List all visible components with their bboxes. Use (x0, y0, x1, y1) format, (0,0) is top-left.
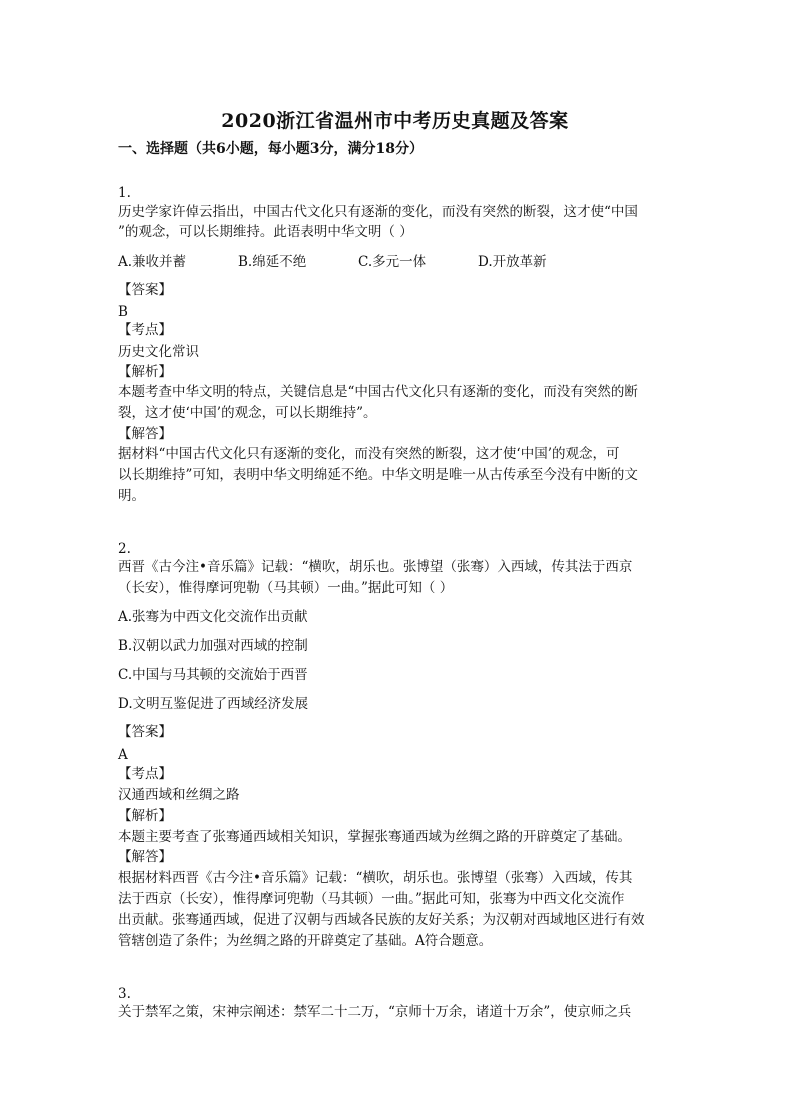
question-stem-line: 关于禁军之策，宋神宗阐述：禁军二十二万，“京师十万余，诸道十万余”，使京师之兵 (118, 1004, 632, 1020)
option-a: A.兼收并蓄 (118, 254, 187, 270)
solution-heading: 【解答】 (118, 849, 172, 865)
analysis-line: 本题主要考查了张骞通西域相关知识，掌握张骞通西域为丝绸之路的开辟奠定了基础。 (118, 829, 631, 845)
question-stem-line: （长安），惟得摩诃兜勒（马其顿）一曲。”据此可知（ ） (118, 580, 454, 596)
knowledge-point-heading: 【考点】 (118, 766, 172, 782)
option-a: A.张骞为中西文化交流作出贡献 (118, 609, 308, 625)
answer-heading: 【答案】 (118, 282, 172, 298)
knowledge-point: 汉通西域和丝绸之路 (118, 787, 240, 803)
solution-line: 根据材料西晋《古今注•音乐篇》记载：“横吹，胡乐也。张博望（张骞）入西域，传其 (118, 870, 633, 886)
question-number: 3. (118, 986, 131, 1002)
solution-heading: 【解答】 (118, 426, 172, 442)
solution-line: 以长期维持”可知，表明中华文明绵延不绝。中华文明是唯一从古传承至今没有中断的文 (118, 467, 638, 483)
option-c: C.中国与马其顿的交流始于西晋 (118, 667, 308, 683)
question-number: 2. (118, 541, 131, 557)
question-stem-line: 历史学家许倬云指出，中国古代文化只有逐渐的变化，而没有突然的断裂，这才使“中国 (118, 204, 638, 220)
answer-value: A (118, 747, 128, 763)
question-number: 1. (118, 185, 131, 201)
analysis-line: 本题考查中华文明的特点，关键信息是“中国古代文化只有逐渐的变化，而没有突然的断 (118, 384, 638, 400)
section-heading: 一、选择题（共6小题，每小题3分，满分18分） (118, 141, 423, 157)
knowledge-point: 历史文化常识 (118, 344, 199, 360)
option-b: B.汉朝以武力加强对西域的控制 (118, 638, 308, 654)
option-b: B.绵延不绝 (238, 254, 307, 270)
analysis-heading: 【解析】 (118, 364, 172, 380)
solution-line: 明。 (118, 488, 145, 504)
question-stem-line: ”的观念，可以长期维持。此语表明中华文明（ ） (118, 224, 413, 240)
page-title: 2020浙江省温州市中考历史真题及答案 (221, 110, 569, 132)
knowledge-point-heading: 【考点】 (118, 322, 172, 338)
solution-line: 据材料“中国古代文化只有逐渐的变化，而没有突然的断裂，这才使‘中国’的观念，可 (118, 446, 620, 462)
option-d: D.开放革新 (478, 254, 547, 270)
answer-heading: 【答案】 (118, 724, 172, 740)
options-row (118, 252, 678, 273)
question-stem-line: 西晋《古今注•音乐篇》记载：“横吹，胡乐也。张博望（张骞）入西域，传其法于西京 (118, 559, 633, 575)
solution-line: 出贡献。张骞通西域，促进了汉朝与西域各民族的友好关系；为汉朝对西域地区进行有效 (118, 912, 645, 928)
solution-line: 管辖创造了条件；为丝绸之路的开辟奠定了基础。A符合题意。 (118, 933, 493, 949)
solution-line: 法于西京（长安），惟得摩诃兜勒（马其顿）一曲。”据此可知，张骞为中西文化交流作 (118, 891, 625, 907)
analysis-heading: 【解析】 (118, 808, 172, 824)
option-c: C.多元一体 (358, 254, 427, 270)
answer-value: B (118, 304, 128, 320)
analysis-line: 裂，这才使‘中国’的观念，可以长期维持”。 (118, 405, 377, 421)
option-d: D.文明互鉴促进了西域经济发展 (118, 696, 309, 712)
